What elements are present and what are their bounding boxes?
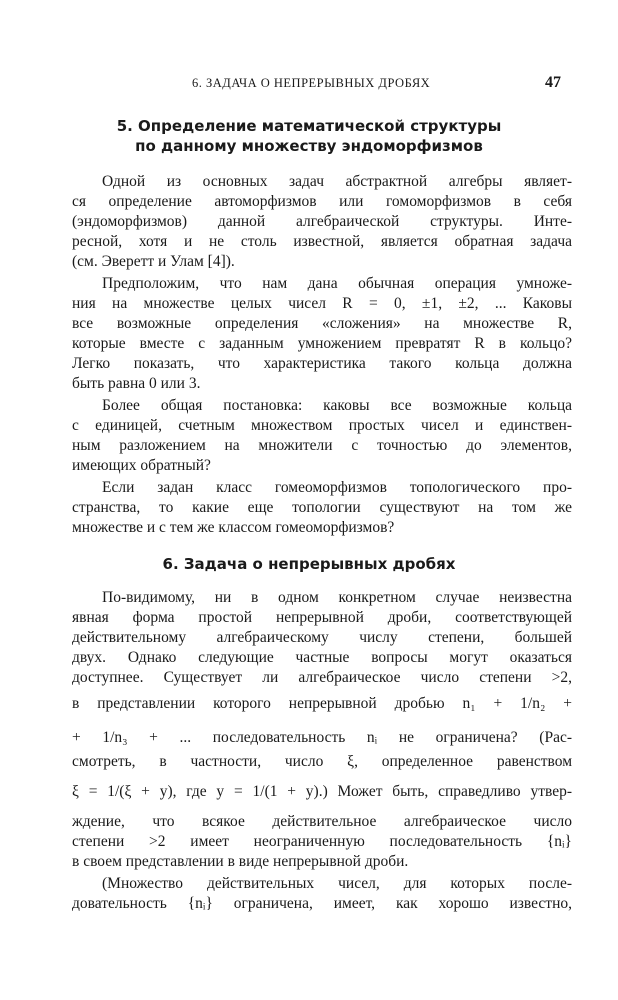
text-line: довательность {nᵢ} ограничена, имеет, как хорошо известно,: [72, 895, 572, 912]
text-line: действительному алгебраическому числу степени, большей: [72, 629, 572, 646]
text-line: доступнее. Существует ли алгебраическое число степени >2,: [72, 669, 572, 686]
text-line: (эндоморфизмов) данной алгебраической структуры. Инте-: [72, 213, 572, 230]
text-line: Легко показать, что характеристика такого кольца должна: [72, 355, 572, 372]
text-line: (см. Эверетт и Улам [4]).: [72, 253, 235, 270]
text-line: смотреть, в частности, число ξ, определенное равенством: [72, 753, 572, 770]
running-head: [0, 74, 618, 96]
text-line: странства, то какие еще топологии существуют на том же: [72, 499, 572, 516]
section-5-heading: [0, 116, 618, 156]
text-line: (Множество действительных чисел, для которых после-: [102, 875, 572, 892]
section-6-heading: 6. Задача о непрерывных дробях: [162, 555, 456, 573]
section-5-heading-line: по данному множеству эндоморфизмов: [135, 137, 483, 155]
text-line: явная форма простой непрерывной дроби, соответствующей: [72, 609, 572, 626]
page-number: 47: [545, 74, 561, 91]
text-line: в своем представлении в виде непрерывной дроби.: [72, 853, 409, 870]
text-line: ресной, хотя и не столь известной, является обратная задача: [72, 233, 572, 250]
text-line: По-видимому, ни в одном конкретном случае неизвестна: [102, 589, 572, 606]
text-line: имеющих обратный?: [72, 457, 211, 474]
text-line: + 1/n₃ + ... последовательность nᵢ не ограничена? (Рас-: [72, 729, 572, 746]
text-line: ждение, что всякое действительное алгебраическое число: [72, 813, 572, 830]
text-line: двух. Однако следующие частные вопросы могут оказаться: [72, 649, 572, 666]
text-line: которые вместе с заданным умножением превратят R в кольцо?: [72, 335, 572, 352]
text-line: ся определение автоморфизмов или гомоморфизмов в себя: [72, 193, 572, 210]
text-line: Одной из основных задач абстрактной алгебры являет-: [102, 173, 572, 190]
section-5-heading-line: 5. Определение математической структуры: [116, 117, 502, 135]
text-line: ным разложением на множители с точностью до элементов,: [72, 437, 572, 454]
running-head-title: 6. ЗАДАЧА О НЕПРЕРЫВНЫХ ДРОБЯХ: [192, 76, 431, 90]
text-line: Более общая постановка: каковы все возможные кольца: [102, 397, 572, 414]
text-line: в представлении которого непрерывной дробью n₁ + 1/n₂ +: [72, 695, 572, 712]
text-line: степени >2 имеет неограниченную последовательность {nᵢ}: [72, 833, 572, 850]
text-line: ния на множестве целых чисел R = 0, ±1, ±2, ... Каковы: [72, 295, 572, 312]
text-line: все возможные определения «сложения» на множестве R,: [72, 315, 572, 332]
text-line: быть равна 0 или 3.: [72, 375, 201, 392]
text-line: Предположим, что нам дана обычная операция умноже-: [102, 275, 572, 292]
text-line: с единицей, счетным множеством простых чисел и единствен-: [72, 417, 572, 434]
text-line: множестве и с тем же классом гомеоморфизмов?: [72, 519, 395, 536]
text-line: Если задан класс гомеоморфизмов топологического про-: [102, 479, 572, 496]
text-line: ξ = 1/(ξ + y), где y = 1/(1 + y).) Может быть, справедливо утвер-: [72, 783, 572, 800]
